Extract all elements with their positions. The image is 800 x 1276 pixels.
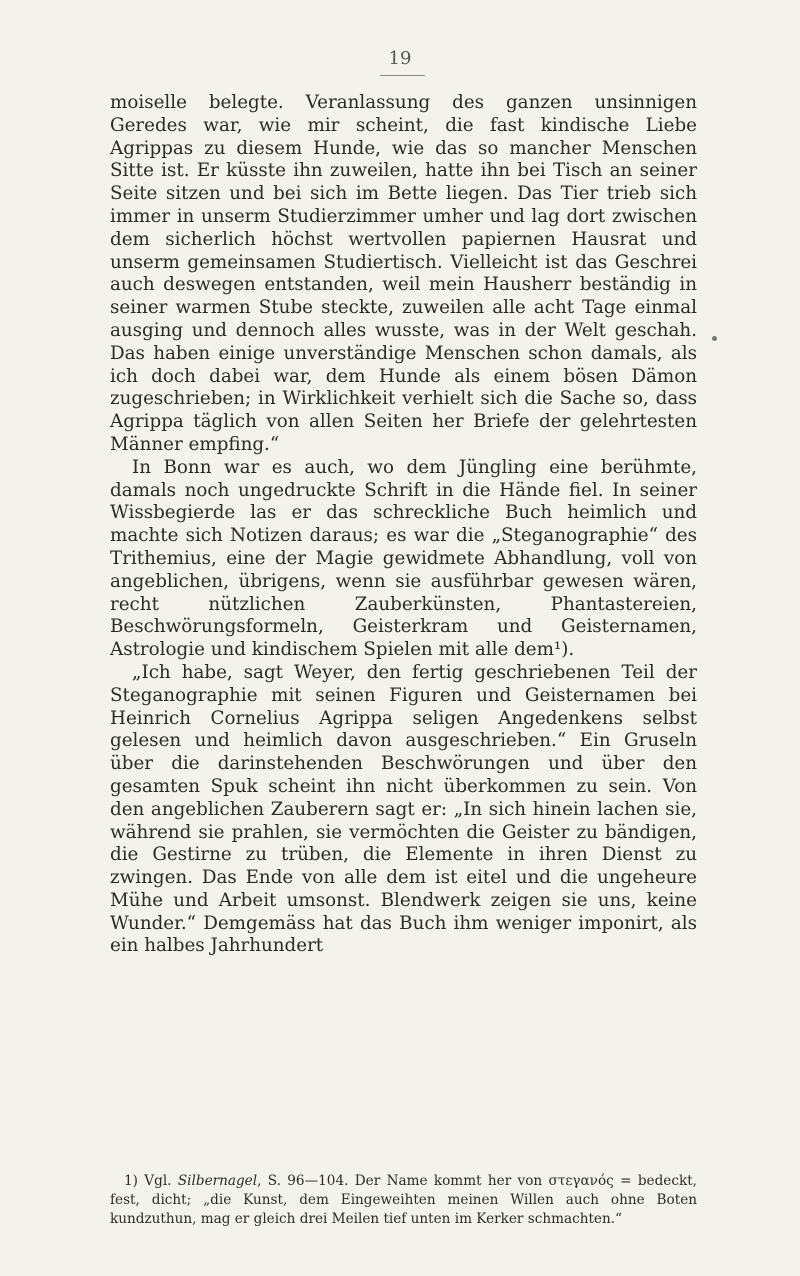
main-text: [110, 92, 697, 958]
footnote-reference: Silbernagel: [177, 1173, 258, 1189]
margin-speck: [712, 336, 717, 341]
paragraph-1: moiselle belegte. Veranlassung des ganzen unsinnigen Geredes war, wie mir scheint, die fast kindische Liebe Agrippas zu diesem Hunde, wie das so mancher Menschen Sitte ist. Er küsste ihn zuweilen, hatte ihn bei Tisch an seiner Seite sitzen und bei sich im Bette liegen. Das Tier trieb sich immer in unserm Studierzimmer umher und lag dort zwischen dem sicherlich höchst wertvollen papiernen Hausrat und unserm gemeinsamen Studiertisch. Vielleicht ist das Geschrei auch deswegen entstanden, weil mein Hausherr beständig in seiner warmen Stube steckte, zuweilen alle acht Tage einmal ausging und dennoch alles wusste, was in der Welt geschah. Das haben einige unverständige Menschen schon damals, als ich doch dabei war, dem Hunde als einem bösen Dämon zugeschrieben; in Wirklichkeit verhielt sich die Sache so, dass Agrippa täglich von allen Seiten her Briefe der gelehrtesten Männer empfing.“: [110, 92, 697, 455]
header-rule: [380, 75, 425, 76]
footnote-marker: 1) Vgl.: [124, 1173, 178, 1189]
footnote: [110, 1172, 697, 1229]
page-number: 19: [388, 48, 412, 69]
footnote-text: , S. 96—104. Der Name kommt her von στεγανός = bedeckt, fest, dicht; „die Kunst, dem Eingeweihten meinen Willen auch ohne Boten kundzuthun, mag er gleich drei Meilen tief unten im Kerker schmachten.“: [110, 1173, 697, 1227]
paragraph-2: In Bonn war es auch, wo dem Jüngling eine berühmte, damals noch ungedruckte Schrift in die Hände fiel. In seiner Wissbegierde las er das schreckliche Buch heimlich und machte sich Notizen daraus; es war die „Steganographie“ des Trithemius, eine der Magie gewidmete Abhandlung, voll von angeblichen, übrigens, wenn sie ausführbar gewesen wären, recht nützlichen Zauberkünsten, Phantastereien, Beschwörungsformeln, Geisterkram und Geisternamen, Astrologie und kindischem Spielen mit alle dem¹).: [110, 456, 697, 661]
paragraph-3: „Ich habe, sagt Weyer, den fertig geschriebenen Teil der Steganographie mit seinen Figuren und Geisternamen bei Heinrich Cornelius Agrippa seligen Angedenkens selbst gelesen und heimlich davon ausgeschrieben.“ Ein Gruseln über die darinstehenden Beschwörungen und über den gesamten Spuk scheint ihn nicht überkommen zu sein. Von den angeblichen Zauberern sagt er: „In sich hinein lachen sie, während sie prahlen, sie vermöchten die Geister zu bändigen, die Gestirne zu trüben, die Elemente in ihren Dienst zu zwingen. Das Ende von alle dem ist eitel und die ungeheure Mühe und Arbeit umsonst. Blendwerk zeigen sie uns, keine Wunder.“ Demgemäss hat das Buch ihm weniger imponirt, als ein halbes Jahrhundert: [110, 661, 697, 957]
